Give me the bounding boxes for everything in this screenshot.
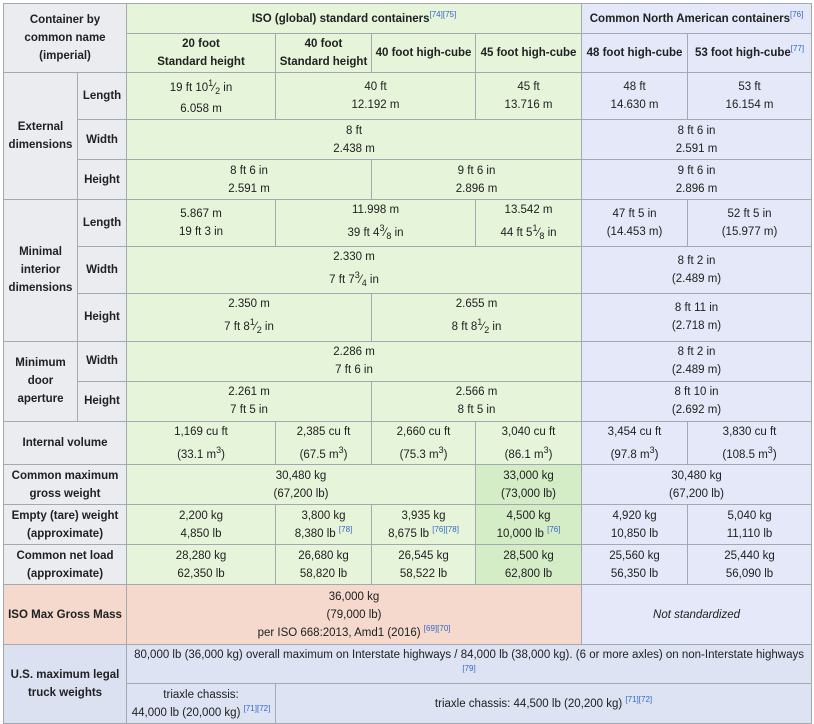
value-line [279,525,368,543]
cell-tare-53 [688,505,812,545]
value-text: 80,000 lb (36,000 kg) overall maximum on Interstate highways / 84,000 lb (38,000 kg). (6 or more axles) on non-Interstate highways [134,649,804,662]
unit-text: in [264,321,274,334]
value-line: 3,800 kg [301,509,346,522]
value-text: (86.1 m [504,448,544,461]
value-line [585,441,684,464]
value-line: (2.718 m) [671,320,722,333]
cell-gross-45 [476,465,582,505]
row-label-height: Height [78,381,127,421]
value-line: 7 ft 6 in [335,364,373,376]
value-text: 7 ft 8 [224,321,250,334]
value-line: 2.438 m [333,142,375,155]
value-line: (73,000 lb) [501,487,557,500]
value-line: 25,440 kg [724,549,775,562]
cell-int-length-40 [276,200,476,247]
value-line: 2.591 m [675,142,718,155]
value-line: 8 ft $8^1⁄_2$ in [451,317,502,336]
cell-tare-40hc [372,505,476,545]
value-line: 56,090 lb [725,567,774,580]
row-label-gross: Common maximum gross weight [4,465,127,505]
cell-int-length-53 [688,200,812,247]
value-line: 4,500 kg [506,509,551,522]
row-label-width: Width [78,247,127,294]
cell-us-triaxle-other [276,684,812,724]
cell-int-width-iso [127,247,582,294]
ref-link[interactable]: [78] [338,525,353,534]
value-text: 10,000 lb [496,527,544,540]
cell-net-40hc [372,545,476,585]
value-line: 19 ft $10^1⁄_2$ in [169,78,233,97]
header-container-name [4,4,127,73]
value-line: 2,660 cu ft [396,425,451,438]
value-line: 10,850 lb [610,527,659,540]
value-line: 1,169 cu ft [174,425,228,438]
header-40ft-line2: Standard height [279,56,368,68]
value-text: 8 ft 8 [451,321,478,334]
value-text: (97.8 m [610,448,650,461]
value-text: per ISO 668:2013, Amd1 (2016) [257,626,421,639]
fraction-denominator: 8 [539,231,545,242]
unit-text: in [492,321,502,334]
cell-net-53 [688,545,812,585]
header-53hc-text: 53 foot high-cube [694,47,791,59]
value-line: 58,820 lb [299,567,348,580]
value-line: 9 ft 6 in [457,164,496,177]
value-line: 8 ft 6 in [677,124,716,137]
header-48hc: 48 foot high-cube [582,34,688,73]
value-line: 19 ft 3 in [178,226,224,239]
value-line: 62,800 lb [504,567,553,580]
value-line: (67,200 lb) [669,487,725,500]
value-line: 53 ft [738,81,761,94]
value-line: (79,000 lb) [326,608,382,621]
value-line: 3,830 cu ft [722,425,777,438]
cell-tare-45 [476,505,582,545]
value-line: 26,545 kg [398,549,449,562]
value-line [130,704,272,722]
cube-exponent: 3 [338,444,344,455]
header-40ft [276,34,372,73]
cell-iso-max [127,585,582,645]
row-label-height: Height [78,160,127,200]
value-line: 40 ft [364,81,387,94]
value-line: 3,040 cu ft [501,425,556,438]
value-line: 26,680 kg [298,549,349,562]
fraction-numerator: 3 [354,270,360,281]
unit-text: in [547,226,557,239]
cell-volume-20 [127,421,276,465]
header-na [582,4,812,34]
cell-iso-max-na: Not standardized [582,585,812,645]
row-label-tare: Empty (tare) weight (approximate) [4,505,127,545]
value-line: 4,850 lb [180,527,222,540]
value-line: 28,500 kg [503,549,554,562]
value-line: (2.489 m) [671,273,722,286]
cell-tare-20 [127,505,276,545]
value-line: 58,522 lb [399,567,448,580]
value-line: 36,000 kg [328,590,380,603]
value-text: (67.5 m [299,448,339,461]
value-line: 30,480 kg [275,469,327,482]
value-line: 56,350 lb [610,567,659,580]
value-line: 4,920 kg [612,509,657,522]
value-text: (75.3 m [399,448,439,461]
value-line: 5.867 m [180,208,222,221]
value-line: 62,350 lb [177,567,225,580]
cell-door-height-std [127,381,372,421]
fraction-numerator: 1 [477,317,483,328]
value-line: 44 ft $5^1⁄_8$ in [500,223,557,242]
value-line: 9 ft 6 in [677,164,716,177]
ref-link[interactable]: [69][70] [423,624,451,633]
value-line [279,441,368,464]
fraction-denominator: 2 [215,86,221,97]
header-iso-text: ISO (global) standard containers [251,12,430,25]
header-container-name-text: Container by common name (imperial) [24,14,106,62]
cell-net-48 [582,545,688,585]
value-line: 2.330 m [333,251,375,264]
value-text: 44,000 lb (20,000 kg) [131,706,241,719]
cell-int-length-45 [476,200,582,247]
cell-ext-height-std [127,160,372,200]
cell-int-height-na [582,294,812,341]
cube-exponent: 3 [543,444,549,455]
value-line: 2.286 m [333,346,375,358]
value-line: 2,385 cu ft [296,425,351,438]
cell-int-length-48 [582,200,688,247]
fraction-denominator: 4 [361,278,367,289]
value-text: (108.5 m [722,448,768,461]
value-line [130,441,272,464]
value-text: (33.1 m [177,448,217,461]
cube-exponent: 3 [649,444,655,455]
cell-us-triaxle-20 [127,684,276,724]
value-text: triaxle chassis: 44,500 lb (20,200 kg) [434,697,623,710]
value-line: 28,280 kg [175,549,227,562]
value-line: 7 ft 5 in [230,404,268,416]
fraction-denominator: 2 [484,325,490,336]
value-line: 13.542 m [504,204,553,217]
fraction-numerator: 1 [208,78,214,88]
value-line: (14.453 m) [606,226,663,239]
value-line: 2.261 m [228,386,270,398]
value-line [130,624,578,642]
value-text: 19 ft 10 [169,81,209,94]
value-line: 12.192 m [351,99,400,112]
ref-link[interactable]: [76] [547,525,561,534]
cube-exponent: 3 [216,444,222,455]
value-line: 2.655 m [455,298,498,311]
value-line: 3,454 cu ft [607,425,662,438]
value-line: 25,560 kg [609,549,660,562]
value-line: 47 ft 5 in [612,208,657,221]
cell-door-width-na [582,341,812,381]
value-line: 2.896 m [455,182,498,195]
value-line: 8 ft 5 in [457,404,496,416]
ref-link[interactable]: [71][72] [243,704,271,713]
header-20ft-line2: Standard height [157,56,245,68]
value-text: ) [443,448,448,461]
value-line: 8 ft 2 in [677,346,716,358]
unit-text: in [394,226,404,239]
header-20ft-line1: 20 foot [182,38,220,50]
cell-net-40 [276,545,372,585]
cell-ext-length-53 [688,73,812,120]
value-line: 6.058 m [180,103,222,116]
cell-door-height-na [582,381,812,421]
fraction-numerator: 3 [379,223,385,234]
cell-volume-53 [688,421,812,465]
cell-ext-width-iso [127,120,582,160]
cell-door-width-iso [127,341,582,381]
cell-volume-40hc [372,421,476,465]
cell-ext-length-48 [582,73,688,120]
cube-exponent: 3 [438,444,444,455]
ref-link[interactable]: [74][75] [429,9,457,19]
header-40hc: 40 foot high-cube [372,34,476,73]
header-na-text: Common North American containers [589,12,790,25]
cell-gross-na [582,465,812,505]
cell-volume-48 [582,421,688,465]
value-line: 2.896 m [675,182,718,195]
value-line: 8 ft 10 in [674,386,719,398]
cell-int-width-na [582,247,812,294]
value-line: 7 ft $7^3⁄_4$ in [329,270,379,289]
cell-ext-height-na [582,160,812,200]
row-group-external: External dimensions [4,73,78,200]
row-label-height: Height [78,294,127,341]
value-line: 52 ft 5 in [727,208,772,221]
value-line: 8 ft 6 in [230,164,268,177]
value-line: 14.630 m [610,99,659,112]
row-label-volume: Internal volume [4,421,127,465]
value-text: 39 ft 4 [347,226,380,239]
value-line: 7 ft $8^1⁄_2$ in [224,317,274,336]
value-line: 2,200 kg [178,509,224,522]
value-line [375,525,472,543]
value-text: ) [654,448,659,461]
ref-link[interactable]: [76] [789,9,804,19]
cell-tare-40 [276,505,372,545]
ref-link[interactable]: [79] [462,664,476,674]
cell-int-length-20 [127,200,276,247]
cell-door-height-hc [372,381,582,421]
cell-ext-length-40 [276,73,476,120]
value-line: (2.489 m) [671,364,722,376]
value-text: 44 ft 5 [500,226,533,239]
value-text: ) [343,448,348,461]
value-line: 16.154 m [725,99,774,112]
row-label-width: Width [78,341,127,381]
cell-int-height-std [127,294,372,341]
row-label-length: Length [78,200,127,247]
cell-gross-iso [127,465,476,505]
value-line [691,441,808,464]
unit-text: in [369,274,379,287]
value-text: 8,380 lb [294,527,336,540]
container-dimensions-table [3,3,812,724]
cell-volume-40 [276,421,372,465]
cell-volume-45 [476,421,582,465]
value-line: 8 ft 2 in [677,255,716,268]
row-group-door: Minimum door aperture [4,341,78,421]
value-line: 13.716 m [504,99,553,112]
row-label-width: Width [78,120,127,160]
cell-ext-height-hc [372,160,582,200]
value-line: 30,480 kg [671,469,722,482]
value-line: 11,110 lb [726,527,773,540]
fraction-numerator: 1 [249,317,255,328]
value-text: ) [772,448,777,461]
value-line: 39 ft $4^3⁄_8$ in [347,223,404,242]
value-line: 33,000 kg [503,469,554,482]
value-line [479,441,578,464]
row-label-us: U.S. maximum legal truck weights [4,645,127,724]
fraction-denominator: 8 [386,231,392,242]
row-label-iso-max: ISO Max Gross Mass [4,585,127,645]
value-line: 48 ft [623,81,646,94]
value-line: 8 ft [346,124,363,137]
value-text: ) [221,448,225,461]
row-label-length: Length [78,73,127,120]
header-40ft-line1: 40 foot [304,38,343,50]
cube-exponent: 3 [767,444,773,455]
value-line: 2.566 m [455,386,498,398]
value-line: 45 ft [517,81,540,94]
value-line: 8 ft 11 in [674,302,719,315]
value-line: (2.692 m) [671,404,722,416]
fraction-numerator: 1 [532,223,538,234]
cell-net-45 [476,545,582,585]
header-45hc: 45 foot high-cube [476,34,582,73]
value-line: 5,040 kg [727,509,772,522]
ref-link[interactable]: [71][72] [625,695,653,704]
cell-ext-length-20 [127,73,276,120]
header-20ft [127,34,276,73]
value-text: ) [548,448,553,461]
ref-link[interactable]: [77] [790,44,805,54]
value-text: 8,675 lb [388,527,430,540]
fraction-denominator: 2 [256,325,262,336]
value-line: (15.977 m) [721,226,778,239]
value-line: 2.350 m [228,298,270,311]
unit-text: in [223,81,233,94]
cell-us-top [127,645,812,684]
cell-tare-48 [582,505,688,545]
header-53hc [688,34,812,73]
row-label-net: Common net load (approximate) [4,545,127,585]
header-iso [127,4,582,34]
value-line: triaxle chassis: [163,688,239,701]
value-text: 7 ft 7 [329,274,355,287]
cell-ext-length-45 [476,73,582,120]
row-group-interior: Minimal interior dimensions [4,200,78,341]
ref-link[interactable]: [76][78] [432,525,459,534]
value-line [375,441,472,464]
value-line: 2.591 m [228,182,270,195]
value-line [479,525,578,543]
value-line: (67,200 lb) [273,487,329,500]
value-line: 3,935 kg [401,509,446,522]
value-line: 11.998 m [351,204,400,217]
cell-net-20 [127,545,276,585]
cell-int-height-hc [372,294,582,341]
cell-ext-width-na [582,120,812,160]
